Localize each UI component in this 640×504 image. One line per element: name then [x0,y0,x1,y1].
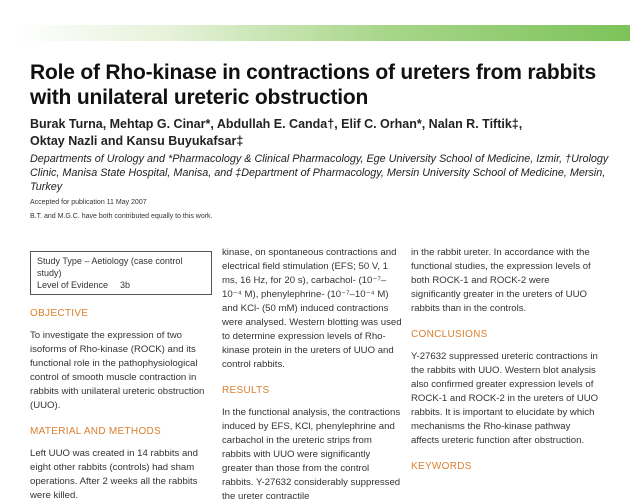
author-list [30,116,620,150]
contribution-note: B.T. and M.G.C. have both contributed equally to this work. [30,213,213,220]
level-label: Level of Evidence [37,280,109,290]
authors-line-1: Burak Turna, Mehtap G. Cinar*, Abdullah E. Canda†, Elif C. Orhan*, Nalan R. Tiftik‡, [30,117,523,131]
column-3 [411,246,601,474]
results-text-part1: In the functional analysis, the contractions induced by EFS, KCl, phenylephrine and carbachol in the ureteric strips from rabbits with UUO were significantly greater than those from the control rabbits. Y-27632 considerably suppressed the ureter contractile [222,407,401,502]
methods-text-part1: Left UUO was created in 14 rabbits and eight other rabbits (controls) had sham operations. After 2 weeks all the rabbits were killed. [30,448,198,501]
objective-heading: OBJECTIVE [30,308,89,319]
methods-heading: MATERIAL AND METHODS [30,426,162,437]
column-2 [222,246,402,504]
conclusions-text: Y-27632 suppressed ureteric contractions in the rabbits with UUO. Western blot analysis also confirmed greater expression levels of ROCK-1 and ROCK-2 in the ureters of UUO rabbits. It is important to elucidate by which mechanisms the Rho-kinase pathway affects ureteric function after obstruction. [411,351,599,446]
objective-text: To investigate the expression of two isoforms of Rho-kinase (ROCK) and its functional role in the pathophysiological control of smooth muscle contraction in rabbits with unilateral ureteric obstruction (UUO). [30,330,205,411]
column-1 [30,246,215,503]
affiliations: Departments of Urology and *Pharmacology & Clinical Pharmacology, Ege University School of Medicine, Izmir, †Urology Clinic, Manisa State Hospital, Manisa, and ‡Department of Pharmacology, Mersin University School of Medicine, Mersin, Turkey [30,153,609,193]
conclusions-heading: CONCLUSIONS [411,329,488,340]
accepted-date: Accepted for publication 11 May 2007 [30,199,147,206]
study-type-box [30,251,212,295]
authors-line-2: Oktay Nazli and Kansu Buyukafsar‡ [30,134,244,148]
keywords-heading: KEYWORDS [411,461,472,472]
methods-text-part2: kinase, on spontaneous contractions and electrical field stimulation (EFS; 50 V, 1 ms, 16 Hz, for 20 s), carbachol- (10⁻⁷–10⁻⁴ M), phenylephrine- (10⁻⁷–10⁻⁴ M) and KCl- (50 mM) induced contractions were analysed. Western blotting was used to determine expression levels of Rho-kinase protein in the ureters of UUO and control rabbits. [222,247,402,370]
results-heading: RESULTS [222,385,270,396]
header-accent-bar [12,25,630,41]
results-text-part2: in the rabbit ureter. In accordance with the functional studies, the expression levels of both ROCK-1 and ROCK-2 were significantly greater in the ureters of UUO rabbits than in the controls. [411,247,591,314]
level-value: 3b [120,280,131,290]
study-type: Study Type – Aetiology (case control study) [37,256,183,278]
paper-title: Role of Rho-kinase in contractions of ureters from rabbits with unilateral ureteric obstruction [30,61,596,109]
level-of-evidence [37,279,205,291]
